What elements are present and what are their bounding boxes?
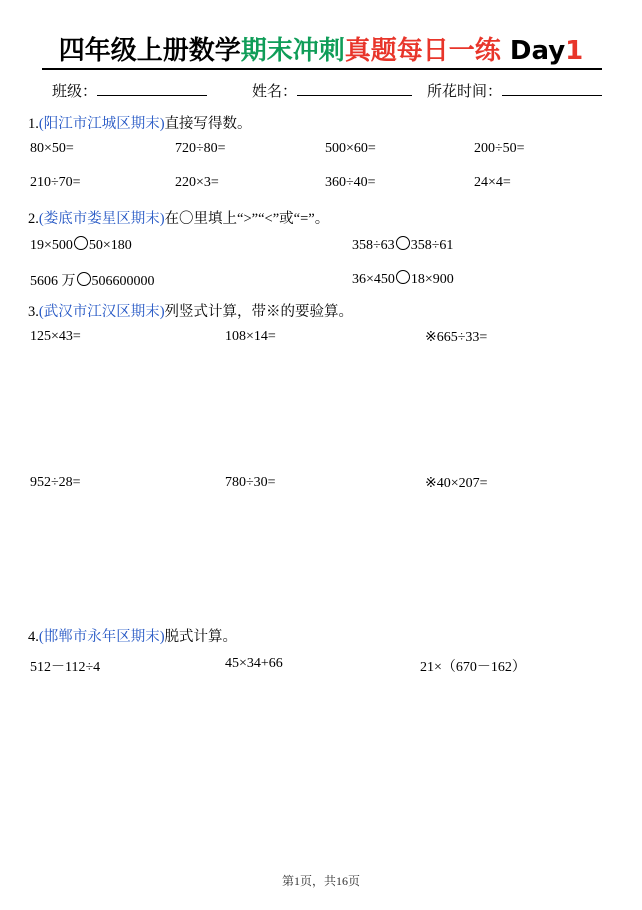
section-1-source: (阳江市江城区期末) bbox=[38, 116, 165, 132]
problem-1-2-2: 220×3= bbox=[175, 175, 219, 190]
name-input-blank[interactable] bbox=[297, 82, 412, 96]
problem-2-1-right-expr: 50×180 bbox=[88, 238, 132, 253]
compare-circle-icon[interactable] bbox=[396, 270, 410, 284]
title-divider bbox=[42, 68, 602, 70]
problem-3-1-2: 108×14= bbox=[225, 329, 276, 344]
problem-1-2-3: 360÷40= bbox=[325, 175, 376, 190]
section-2-number: 2. bbox=[28, 211, 39, 227]
problem-4-1-3: 21×（670－162） bbox=[420, 660, 526, 675]
section-2-source: (娄底市娄星区期末) bbox=[38, 211, 165, 227]
page-footer: 第1页，共16页 bbox=[281, 874, 360, 888]
section-1-heading bbox=[28, 112, 252, 133]
compare-circle-icon[interactable] bbox=[77, 272, 91, 286]
problem-1-2-1: 210÷70= bbox=[30, 175, 81, 190]
title-part-3: 真题每日一练 bbox=[344, 36, 501, 66]
section-2-heading bbox=[28, 207, 329, 228]
section-1-instruction: 直接写得数。 bbox=[164, 116, 252, 132]
section-4-heading bbox=[28, 625, 237, 646]
problem-3-1-3: ※665÷33= bbox=[425, 330, 488, 345]
time-field bbox=[427, 80, 602, 101]
problem-2-3-left bbox=[30, 270, 155, 290]
student-info-line bbox=[52, 80, 597, 104]
problem-4-1-2: 45×34+66 bbox=[225, 656, 283, 671]
problem-1-1-4: 200÷50= bbox=[474, 141, 525, 156]
section-3-instruction: 列竖式计算，带※的要验算。 bbox=[164, 304, 354, 320]
problem-3-2-1: 952÷28= bbox=[30, 475, 81, 490]
class-label: 班级： bbox=[52, 84, 98, 100]
title-part-2: 期末冲刺 bbox=[240, 36, 345, 66]
problem-4-1-1: 512－112÷4 bbox=[30, 660, 101, 675]
section-4-number: 4. bbox=[28, 629, 39, 645]
class-field bbox=[52, 80, 207, 101]
problem-3-1-1: 125×43= bbox=[30, 329, 81, 344]
section-3-number: 3. bbox=[28, 304, 39, 320]
compare-circle-icon[interactable] bbox=[74, 236, 88, 250]
page-title bbox=[0, 30, 642, 67]
problem-1-1-3: 500×60= bbox=[325, 141, 376, 156]
problem-3-2-2: 780÷30= bbox=[225, 475, 276, 490]
problem-2-1-left bbox=[30, 236, 132, 254]
section-2-instruction: 在〇里填上“>”“<”或“=”。 bbox=[164, 211, 330, 227]
name-field bbox=[252, 80, 412, 101]
problem-3-2-3: ※40×207= bbox=[425, 476, 488, 491]
section-4-instruction: 脱式计算。 bbox=[164, 629, 238, 645]
problem-2-1-left-expr: 19×500 bbox=[30, 238, 73, 253]
problem-2-2-left bbox=[352, 236, 453, 254]
title-part-4: Day bbox=[500, 36, 566, 66]
time-input-blank[interactable] bbox=[502, 82, 602, 96]
section-3-heading bbox=[28, 300, 353, 321]
section-3-source: (武汉市江汉区期末) bbox=[38, 304, 165, 320]
section-4-source: (邯郸市永年区期末) bbox=[38, 629, 165, 645]
section-1-number: 1. bbox=[28, 116, 39, 132]
name-label: 姓名： bbox=[252, 84, 298, 100]
problem-2-2-left-expr: 358÷63 bbox=[352, 238, 395, 253]
problem-1-1-2: 720÷80= bbox=[175, 141, 226, 156]
problem-2-4-left bbox=[352, 270, 454, 288]
problem-2-3-left-expr: 5606 万 bbox=[30, 274, 76, 289]
time-label: 所花时间： bbox=[427, 84, 503, 100]
problem-2-2-right-expr: 358÷61 bbox=[410, 238, 454, 253]
problem-1-2-4: 24×4= bbox=[474, 175, 511, 190]
problem-2-3-right-expr: 506600000 bbox=[91, 274, 155, 289]
problem-2-4-right-expr: 18×900 bbox=[410, 272, 454, 287]
compare-circle-icon[interactable] bbox=[396, 236, 410, 250]
class-input-blank[interactable] bbox=[97, 82, 207, 96]
problem-2-4-left-expr: 36×450 bbox=[352, 272, 395, 287]
title-part-1: 四年级上册数学 bbox=[58, 36, 241, 66]
title-part-5: 1 bbox=[565, 36, 584, 66]
problem-1-1-1: 80×50= bbox=[30, 141, 74, 156]
